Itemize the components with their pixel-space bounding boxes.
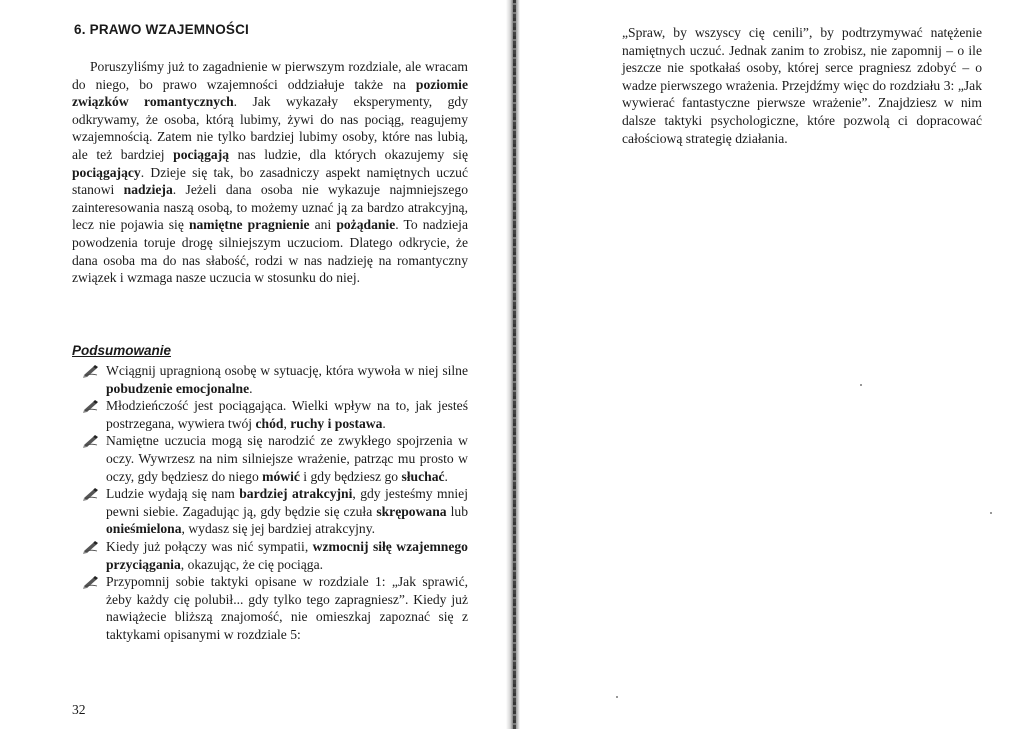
summary-list — [82, 362, 468, 644]
text-run: Przypomnij sobie taktyki opisane w rozdziale 1: „Jak sprawić, żeby każdy cię polubił... gdy tylko tego zapragniesz”. Kiedy już nawiążecie bliższą znajomość, nie omieszkaj zapoznać się z taktykami opisanymi w rozdziale 5: — [106, 574, 468, 642]
bold-text: pociągają — [173, 146, 230, 162]
summary-item-text — [106, 433, 468, 483]
bold-text: skrępowana — [376, 503, 447, 519]
text-run: . Dzieje się tak, bo zasadniczy aspekt namiętnych uczuć stanowi — [72, 164, 468, 198]
chapter-title: 6. PRAWO WZAJEMNOŚCI — [74, 22, 250, 37]
scan-speck — [990, 512, 992, 514]
pencil-icon — [82, 540, 100, 554]
pencil-icon — [82, 364, 100, 378]
bold-text: chód — [255, 415, 284, 431]
bold-text: bardziej atrakcyjni — [239, 486, 353, 502]
pencil-icon — [82, 487, 100, 501]
summary-item — [82, 432, 468, 485]
summary-item-text — [106, 363, 468, 396]
text-run: Kiedy już połączy was nić sympatii, — [106, 538, 313, 554]
text-run: nas ludzie, dla których okazujemy się — [229, 146, 468, 162]
bold-text: pociągający — [72, 164, 141, 180]
text-run: . — [382, 415, 386, 431]
bold-text: słuchać — [401, 468, 445, 484]
text-run: , — [283, 415, 291, 431]
summary-item — [82, 362, 468, 397]
bold-text: pobudzenie emocjonalne — [106, 380, 250, 396]
pencil-icon — [82, 399, 100, 413]
summary-item — [82, 538, 468, 573]
body-paragraph — [72, 58, 468, 287]
text-run: . — [444, 468, 448, 484]
bold-text: mówić — [262, 468, 300, 484]
scan-speck — [616, 696, 618, 698]
bold-text: namiętne pragnienie — [188, 217, 310, 233]
summary-item-text — [106, 539, 468, 572]
bold-text: onieśmielona — [106, 521, 182, 537]
text-run: Namiętne uczucia mogą się narodzić ze zwykłego spojrzenia w oczy. Wywrzesz na nim silniejsze wrażenie, patrząc mu prosto w oczy, gdy będziesz do niego — [106, 433, 468, 484]
text-run: lub — [446, 503, 468, 519]
bold-text: wzmocnij siłę wzajemnego przyciągania — [106, 538, 468, 572]
bold-text: poziomie związków romantycznych — [72, 76, 468, 110]
summary-item-text — [106, 574, 468, 642]
text-run: . — [249, 380, 253, 396]
summary-item — [82, 485, 468, 538]
right-page — [520, 0, 1017, 729]
summary-item-text — [106, 398, 468, 431]
text-run: , okazując, że cię pociąga. — [180, 556, 324, 572]
text-run: . Jak wykazały eksperymenty, gdy odkrywamy, że osoba, którą lubimy, żywi do nas pociąg, reagujemy wzajemnością. Zatem nie tylko bardziej lubimy osoby, które nas lubią, ale też bardziej — [72, 94, 468, 162]
text-run: , gdy jesteśmy mniej pewni siebie. Zagadując ją, gdy będzie się czuła — [106, 486, 468, 519]
scan-speck — [860, 384, 862, 386]
text-run: Wciągnij upragnioną osobę w sytuację, która wywoła w niej silne — [106, 363, 468, 378]
text-run: ani — [309, 217, 337, 233]
bold-text: pożądanie — [336, 217, 396, 233]
right-page-text: „Spraw, by wszyscy cię cenili”, by podtrzymywać natężenie namiętnych uczuć. Jednak zanim to zrobisz, nie zapomnij – o ile jeszcze nie spotkałaś osoby, której serce pragniesz zdobyć – o wadze pierwszego wrażenia. Przejdźmy więc do rozdziału 3: „Jak wywierać fantastyczne pierwsze wrażenie”. Znajdziesz w nim dalsze taktyki psychologiczne, które pozwolą ci dopracować całościową strategię działania. — [622, 25, 982, 146]
text-run: , wydasz się jej bardziej atrakcyjny. — [181, 521, 376, 537]
bold-text: nadzieja — [123, 182, 173, 198]
text-run: . Jeżeli dana osoba nie wykazuje najmniejszego zainteresowania naszą osobą, to możemy uznać ją za bardzo atrakcyjną, lecz nie pojawia się — [72, 182, 468, 233]
gutter-shadow — [513, 0, 516, 729]
text-run: i gdy będziesz go — [299, 468, 402, 484]
summary-item — [82, 397, 468, 432]
pencil-icon — [82, 434, 100, 448]
summary-item-text — [106, 486, 468, 536]
summary-item — [82, 573, 468, 643]
page-number: 32 — [72, 702, 86, 717]
text-run: . To nadzieja powodzenia toruje drogę silniejszym uczuciom. Dlatego odkrycie, że dana osoba ma do nas słabość, rodzi w nas nadzieję na romantyczny związek i wzmaga nasze uczucia w stosunku do niej. — [72, 217, 468, 286]
text-run: Poruszyliśmy już to zagadnienie w pierwszym rozdziale, ale wracam do niego, bo prawo wzajemności oddziałuje także na — [72, 59, 468, 92]
summary-heading: Podsumowanie — [72, 343, 172, 358]
text-run: Ludzie wydają się nam — [106, 486, 240, 502]
pencil-icon — [82, 575, 100, 589]
text-run: Młodzieńczość jest pociągająca. Wielki wpływ na to, jak jesteś postrzegana, wywiera twój — [106, 398, 468, 431]
bold-text: ruchy i postawa — [290, 415, 383, 431]
